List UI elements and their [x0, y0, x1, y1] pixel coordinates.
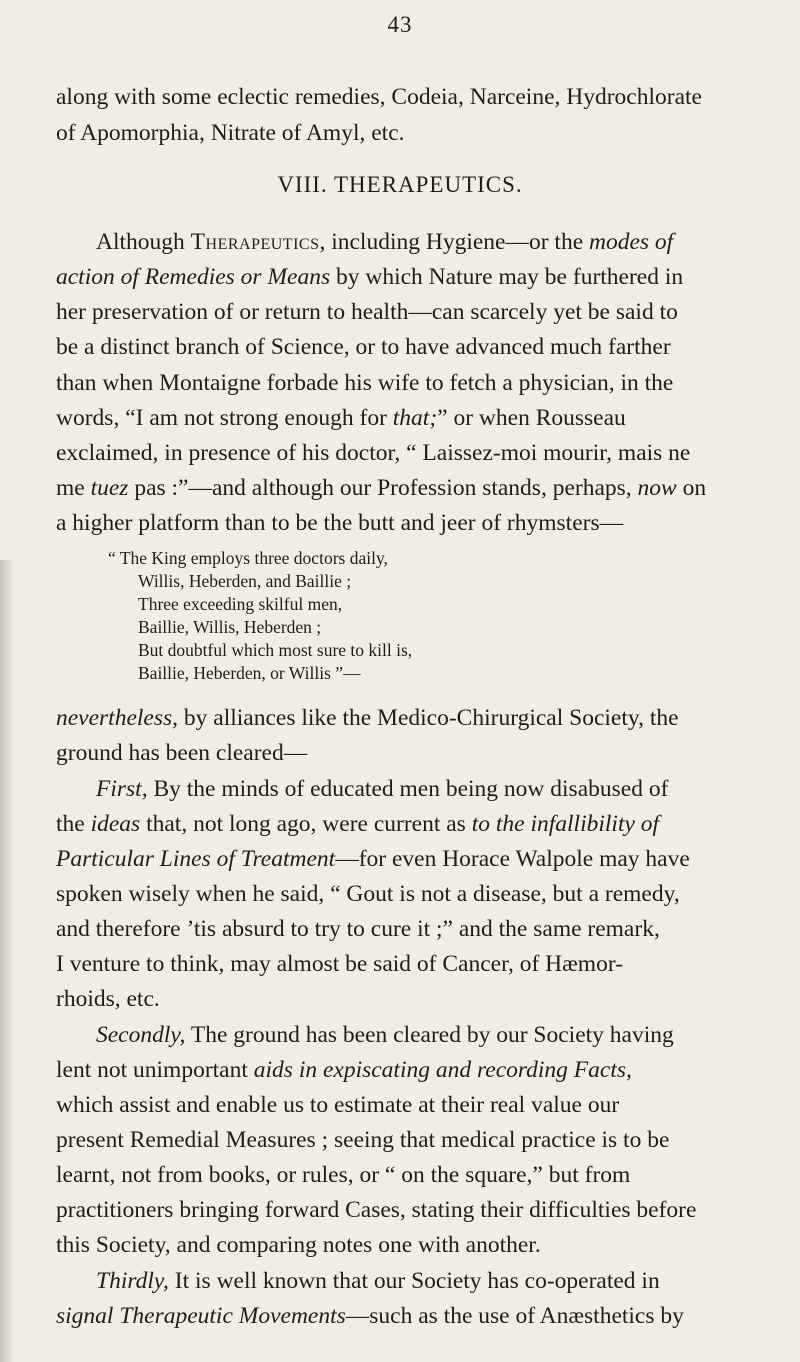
paragraph-line: a higher platform than to be the butt and jeer of rhymsters—: [56, 510, 624, 536]
paragraph-line: words, “I am not strong enough for that;” or when Rousseau: [56, 405, 626, 431]
paragraph-line: Thirdly, It is well known that our Society has co-operated in: [96, 1268, 660, 1294]
verse-line: But doubtful which most sure to kill is,: [138, 640, 413, 660]
verse-line: “ The King employs three doctors daily,: [108, 548, 388, 568]
paragraph-line: nevertheless, by alliances like the Medico-Chirurgical Society, the: [56, 705, 679, 731]
paragraph-line: me tuez pas :”—and although our Profession stands, perhaps, now on: [56, 475, 707, 501]
paragraph-line: rhoids, etc.: [56, 986, 160, 1012]
paragraph-line: ground has been cleared—: [56, 740, 308, 766]
paragraph-line: spoken wisely when he said, “ Gout is not a disease, but a remedy,: [56, 881, 680, 907]
paragraph-line: Particular Lines of Treatment—for even Horace Walpole may have: [56, 846, 690, 872]
verse-line: Baillie, Heberden, or Willis ”—: [138, 663, 361, 683]
verse-line: Three exceeding skilful men,: [138, 594, 343, 614]
paragraph-line: which assist and enable us to estimate at their real value our: [56, 1092, 620, 1118]
paragraph-line: First, By the minds of educated men being now disabused of: [96, 776, 669, 802]
paragraph-line: learnt, not from books, or rules, or “ on the square,” but from: [56, 1162, 631, 1188]
verse-line: Willis, Heberden, and Baillie ;: [138, 571, 352, 591]
paragraph-line: signal Therapeutic Movements—such as the use of Anæsthetics by: [56, 1303, 684, 1329]
verse-line: Baillie, Willis, Heberden ;: [138, 617, 322, 637]
paragraph-line: practitioners bringing forward Cases, stating their difficulties before: [56, 1197, 697, 1223]
paragraph-line: the ideas that, not long ago, were current as to the infallibility of: [56, 811, 660, 837]
page-number: 43: [387, 12, 413, 37]
body-line: of Apomorphia, Nitrate of Amyl, etc.: [56, 120, 405, 146]
paragraph-line: exclaimed, in presence of his doctor, “ Laissez-moi mourir, mais ne: [56, 440, 691, 466]
paragraph-line: action of Remedies or Means by which Nature may be furthered in: [56, 264, 684, 290]
paragraph-line: and therefore ’tis absurd to try to cure it ;” and the same remark,: [56, 916, 660, 942]
paragraph-line: I venture to think, may almost be said of Cancer, of Hæmor-: [56, 951, 624, 977]
paragraph-line: be a distinct branch of Science, or to have advanced much farther: [56, 334, 671, 360]
paragraph-line: lent not unimportant aids in expiscating and recording Facts,: [56, 1057, 632, 1083]
paragraph-line: present Remedial Measures ; seeing that medical practice is to be: [56, 1127, 670, 1153]
paragraph-line: than when Montaigne forbade his wife to fetch a physician, in the: [56, 370, 674, 396]
paragraph-line: her preservation of or return to health—can scarcely yet be said to: [56, 299, 678, 325]
body-line: along with some eclectic remedies, Codeia, Narceine, Hydrochlorate: [56, 84, 702, 110]
paragraph-line: Secondly, The ground has been cleared by our Society having: [96, 1022, 674, 1048]
page-binding-shadow: [0, 560, 14, 1362]
paragraph-line: Although Therapeutics, including Hygiene—or the modes of: [96, 229, 674, 255]
paragraph-line: this Society, and comparing notes one with another.: [56, 1232, 541, 1258]
section-heading: VIII. THERAPEUTICS.: [277, 172, 523, 197]
